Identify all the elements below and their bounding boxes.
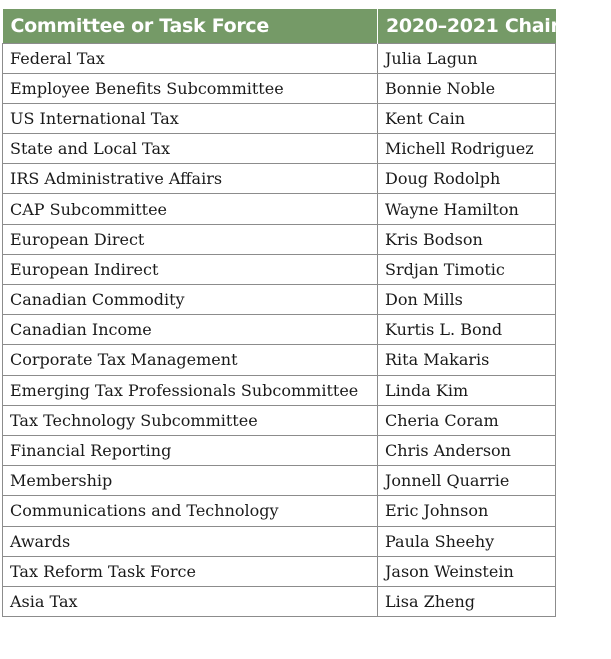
committee-cell: Canadian Income [3, 315, 378, 345]
table-row [3, 134, 556, 164]
committee-cell: Employee Benefits Subcommittee [3, 73, 378, 103]
table-row [3, 285, 556, 315]
chair-cell: Kurtis L. Bond [378, 315, 556, 345]
committee-cell: European Indirect [3, 254, 378, 284]
committee-cell: Membership [3, 466, 378, 496]
table-row [3, 556, 556, 586]
committee-cell: Awards [3, 526, 378, 556]
header-row [3, 9, 556, 43]
chair-cell: Doug Rodolph [378, 164, 556, 194]
committee-cell: US International Tax [3, 103, 378, 133]
chair-cell: Wayne Hamilton [378, 194, 556, 224]
header-committee: Committee or Task Force [3, 9, 378, 43]
header-chair: 2020–2021 Chair [378, 9, 556, 43]
chair-cell: Cheria Coram [378, 405, 556, 435]
table-row [3, 224, 556, 254]
chair-cell: Paula Sheehy [378, 526, 556, 556]
chair-cell: Eric Johnson [378, 496, 556, 526]
committee-cell: Asia Tax [3, 586, 378, 616]
committee-cell: Canadian Commodity [3, 285, 378, 315]
chair-cell: Srdjan Timotic [378, 254, 556, 284]
table-row [3, 194, 556, 224]
chair-cell: Michell Rodriguez [378, 134, 556, 164]
table-row [3, 315, 556, 345]
table-row [3, 466, 556, 496]
chair-cell: Jason Weinstein [378, 556, 556, 586]
table-row [3, 345, 556, 375]
table-row [3, 435, 556, 465]
table-row [3, 496, 556, 526]
committee-cell: European Direct [3, 224, 378, 254]
committee-cell: Federal Tax [3, 43, 378, 73]
table-row [3, 73, 556, 103]
chair-cell: Bonnie Noble [378, 73, 556, 103]
chair-cell: Kris Bodson [378, 224, 556, 254]
chair-cell: Jonnell Quarrie [378, 466, 556, 496]
committee-cell: State and Local Tax [3, 134, 378, 164]
table-body [3, 43, 556, 617]
table-row [3, 164, 556, 194]
table-row [3, 375, 556, 405]
committee-chair-table [2, 9, 560, 617]
chair-cell: Don Mills [378, 285, 556, 315]
committee-cell: Financial Reporting [3, 435, 378, 465]
chair-cell: Lisa Zheng [378, 586, 556, 616]
table-row [3, 405, 556, 435]
table-row [3, 254, 556, 284]
committee-cell: Emerging Tax Professionals Subcommittee [3, 375, 378, 405]
committee-cell: Communications and Technology [3, 496, 378, 526]
table-row [3, 43, 556, 73]
committee-cell: Tax Technology Subcommittee [3, 405, 378, 435]
chair-cell: Chris Anderson [378, 435, 556, 465]
chair-cell: Linda Kim [378, 375, 556, 405]
chair-cell: Rita Makaris [378, 345, 556, 375]
committee-cell: Corporate Tax Management [3, 345, 378, 375]
table-row [3, 103, 556, 133]
chair-cell: Kent Cain [378, 103, 556, 133]
committee-cell: IRS Administrative Affairs [3, 164, 378, 194]
committee-cell: CAP Subcommittee [3, 194, 378, 224]
table-row [3, 586, 556, 616]
chair-cell: Julia Lagun [378, 43, 556, 73]
committee-cell: Tax Reform Task Force [3, 556, 378, 586]
table-row [3, 526, 556, 556]
